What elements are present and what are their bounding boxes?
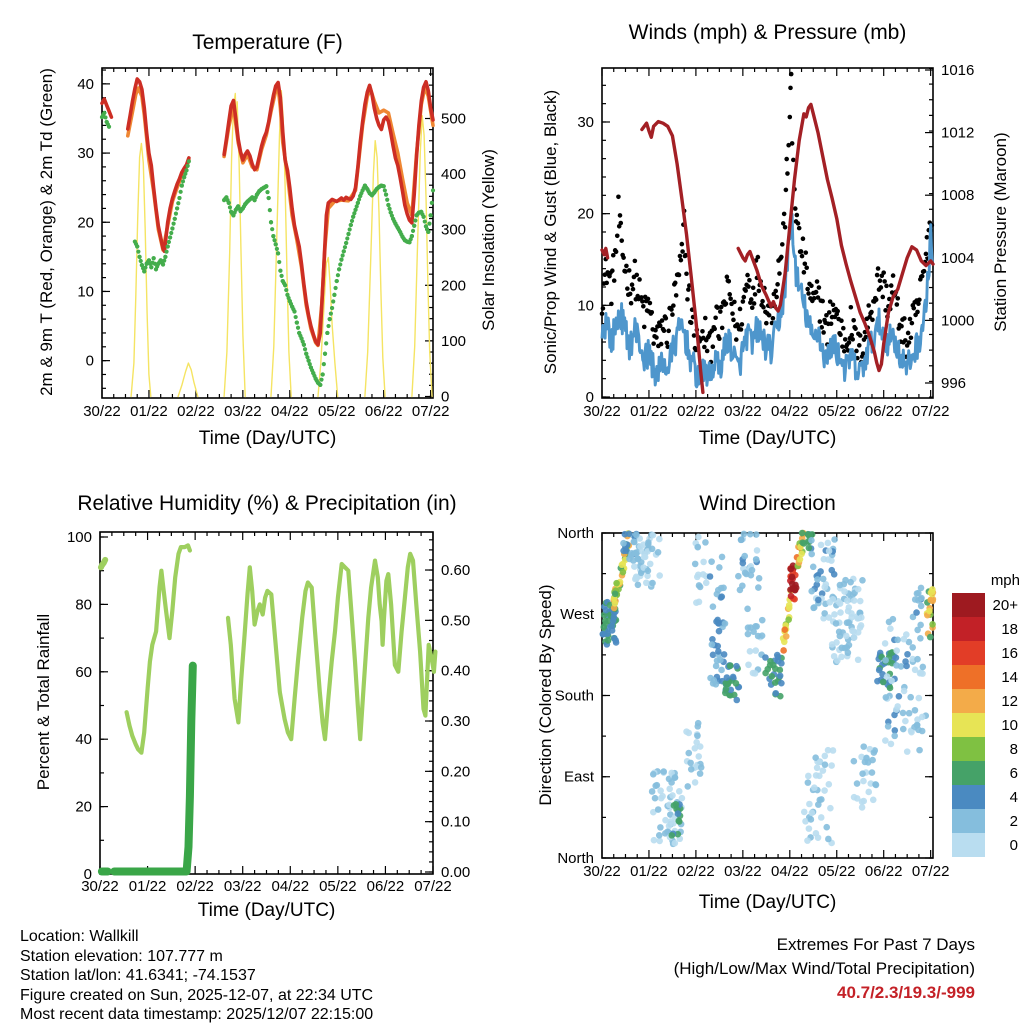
svg-text:30/22: 30/22 bbox=[583, 403, 621, 420]
wind-direction-ylabel-left: Direction (Colored By Speed) bbox=[536, 584, 555, 806]
svg-text:200: 200 bbox=[441, 277, 467, 295]
svg-text:06/22: 06/22 bbox=[864, 403, 903, 420]
svg-text:18: 18 bbox=[1001, 621, 1018, 638]
svg-text:500: 500 bbox=[441, 110, 467, 128]
svg-text:01/22: 01/22 bbox=[630, 863, 668, 880]
svg-text:03/22: 03/22 bbox=[224, 403, 262, 420]
svg-text:40: 40 bbox=[77, 75, 94, 93]
svg-text:West: West bbox=[560, 606, 594, 624]
svg-text:03/22: 03/22 bbox=[223, 878, 262, 895]
svg-text:0.00: 0.00 bbox=[441, 864, 471, 881]
svg-text:07/22: 07/22 bbox=[414, 878, 452, 895]
svg-text:1012: 1012 bbox=[941, 124, 975, 142]
svg-text:04/22: 04/22 bbox=[271, 878, 310, 895]
location-line: Location: Wallkill bbox=[20, 928, 139, 945]
svg-text:30/22: 30/22 bbox=[81, 878, 119, 895]
svg-text:06/22: 06/22 bbox=[364, 403, 403, 420]
svg-text:0.60: 0.60 bbox=[441, 562, 471, 580]
svg-text:07/22: 07/22 bbox=[911, 863, 950, 880]
svg-text:20: 20 bbox=[75, 798, 92, 816]
svg-text:01/22: 01/22 bbox=[128, 878, 167, 895]
svg-text:16: 16 bbox=[1001, 645, 1018, 662]
svg-text:North: North bbox=[557, 850, 594, 867]
svg-text:0: 0 bbox=[83, 866, 92, 883]
svg-text:03/22: 03/22 bbox=[724, 403, 762, 420]
svg-text:12: 12 bbox=[1001, 693, 1018, 710]
svg-text:01/22: 01/22 bbox=[630, 403, 668, 420]
svg-text:30/22: 30/22 bbox=[583, 863, 621, 880]
latlon-line: Station lat/lon: 41.6341; -74.1537 bbox=[20, 967, 256, 984]
svg-text:05/22: 05/22 bbox=[817, 403, 856, 420]
svg-text:02/22: 02/22 bbox=[677, 863, 715, 880]
svg-text:0.50: 0.50 bbox=[441, 612, 471, 630]
extremes-values: 40.7/2.3/19.3/-999 bbox=[836, 983, 975, 1002]
svg-text:400: 400 bbox=[441, 166, 467, 184]
svg-text:30: 30 bbox=[77, 145, 94, 163]
svg-text:30/22: 30/22 bbox=[83, 403, 121, 420]
humidity-precip-title: Relative Humidity (%) & Precipitation (in) bbox=[77, 492, 457, 515]
svg-text:06/22: 06/22 bbox=[366, 878, 405, 895]
elevation-line: Station elevation: 107.777 m bbox=[20, 947, 223, 965]
station-info-block bbox=[20, 927, 373, 1024]
extremes-subtitle: (High/Low/Max Wind/Total Precipitation) bbox=[673, 959, 975, 978]
svg-text:East: East bbox=[563, 768, 594, 786]
svg-text:0.40: 0.40 bbox=[441, 662, 471, 680]
wind-direction-xlabel: Time (Day/UTC) bbox=[698, 892, 837, 913]
svg-text:mph: mph bbox=[990, 572, 1020, 589]
extremes-block bbox=[674, 933, 975, 1005]
svg-text:1016: 1016 bbox=[941, 62, 975, 79]
winds-ylabel-right: Station Pressure (Maroon) bbox=[991, 132, 1010, 332]
svg-text:30: 30 bbox=[577, 113, 594, 131]
svg-text:60: 60 bbox=[75, 663, 92, 681]
svg-text:03/22: 03/22 bbox=[724, 863, 762, 880]
svg-text:20: 20 bbox=[577, 205, 594, 223]
svg-text:80: 80 bbox=[75, 596, 92, 614]
winds-pressure-title: Winds (mph) & Pressure (mb) bbox=[628, 21, 907, 44]
svg-text:04/22: 04/22 bbox=[271, 403, 309, 420]
svg-text:6: 6 bbox=[1009, 765, 1018, 782]
extremes-title: Extremes For Past 7 Days bbox=[776, 935, 975, 954]
temperature-ylabel-left: 2m & 9m T (Red, Orange) & 2m Td (Green) bbox=[37, 68, 56, 396]
svg-text:0: 0 bbox=[85, 352, 94, 370]
svg-text:0: 0 bbox=[1009, 837, 1018, 854]
svg-text:14: 14 bbox=[1001, 669, 1018, 686]
svg-text:20+: 20+ bbox=[992, 597, 1018, 614]
svg-text:0: 0 bbox=[441, 388, 450, 406]
humidity-xlabel: Time (Day/UTC) bbox=[197, 900, 336, 921]
svg-text:2: 2 bbox=[1009, 813, 1018, 830]
svg-text:01/22: 01/22 bbox=[130, 403, 168, 420]
svg-text:05/22: 05/22 bbox=[317, 403, 356, 420]
svg-text:05/22: 05/22 bbox=[817, 863, 856, 880]
svg-text:0.20: 0.20 bbox=[441, 763, 471, 781]
svg-text:06/22: 06/22 bbox=[864, 863, 903, 880]
svg-text:04/22: 04/22 bbox=[771, 403, 809, 420]
svg-text:8: 8 bbox=[1009, 741, 1018, 758]
svg-text:05/22: 05/22 bbox=[319, 878, 357, 895]
winds-ylabel-left: Sonic/Prop Wind & Gust (Blue, Black) bbox=[541, 89, 560, 375]
svg-text:20: 20 bbox=[77, 214, 94, 232]
temperature-ylabel-right: Solar Insolation (Yellow) bbox=[479, 149, 498, 331]
wind-direction-title: Wind Direction bbox=[699, 492, 836, 515]
svg-text:0: 0 bbox=[585, 389, 594, 406]
svg-text:1008: 1008 bbox=[941, 187, 975, 205]
svg-text:0.10: 0.10 bbox=[441, 813, 471, 831]
svg-text:South: South bbox=[554, 687, 594, 705]
svg-text:1004: 1004 bbox=[941, 249, 975, 267]
svg-text:North: North bbox=[557, 524, 594, 542]
figure-created-line: Figure created on Sun, 2025-12-07, at 22:34 UTC bbox=[20, 986, 374, 1004]
svg-text:07/22: 07/22 bbox=[911, 403, 950, 420]
winds-xlabel: Time (Day/UTC) bbox=[698, 428, 837, 449]
svg-text:07/22: 07/22 bbox=[411, 403, 450, 420]
svg-text:996: 996 bbox=[941, 375, 967, 392]
temperature-title: Temperature (F) bbox=[192, 31, 343, 54]
svg-text:100: 100 bbox=[441, 332, 467, 350]
svg-text:02/22: 02/22 bbox=[176, 878, 214, 895]
svg-text:10: 10 bbox=[77, 283, 94, 301]
temperature-xlabel: Time (Day/UTC) bbox=[198, 428, 337, 449]
svg-text:4: 4 bbox=[1009, 789, 1018, 806]
svg-text:10: 10 bbox=[1001, 717, 1018, 734]
svg-text:10: 10 bbox=[577, 297, 594, 315]
svg-text:04/22: 04/22 bbox=[771, 863, 809, 880]
svg-text:300: 300 bbox=[441, 221, 467, 239]
svg-text:0.30: 0.30 bbox=[441, 713, 471, 731]
svg-text:02/22: 02/22 bbox=[177, 403, 215, 420]
data-timestamp-line: Most recent data timestamp: 2025/12/07 22:15:00 bbox=[20, 1006, 374, 1023]
svg-text:02/22: 02/22 bbox=[677, 403, 715, 420]
svg-text:100: 100 bbox=[66, 529, 92, 546]
svg-text:1000: 1000 bbox=[941, 312, 975, 330]
svg-text:40: 40 bbox=[75, 731, 92, 749]
humidity-ylabel-left: Percent & Total Rainfall bbox=[34, 613, 53, 791]
